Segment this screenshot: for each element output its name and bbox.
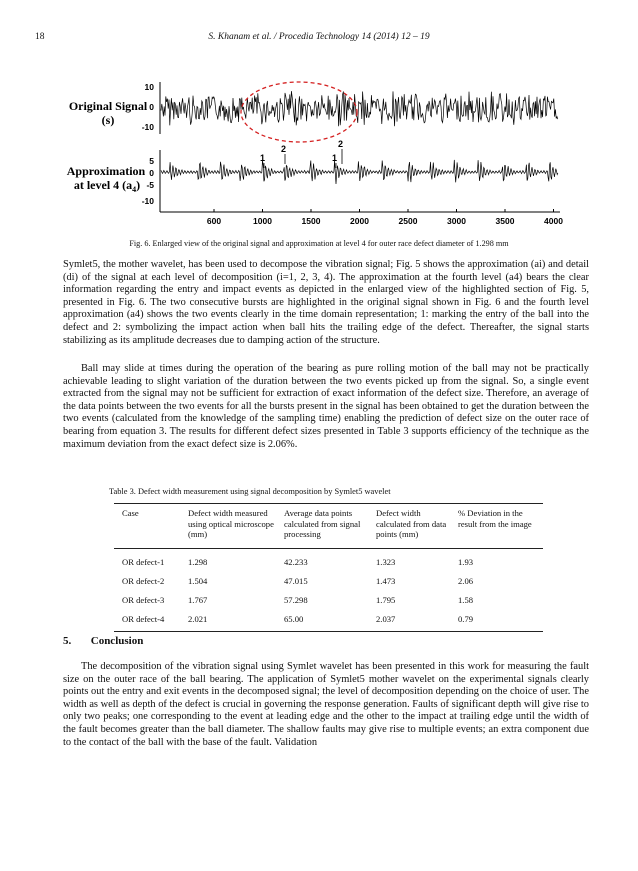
x-tick-label: 600 [206, 216, 222, 226]
bottom-tick-2: -5 [146, 180, 154, 190]
cell: 47.015 [284, 575, 308, 586]
cell: 1.795 [376, 594, 396, 605]
signal-plot [60, 72, 600, 232]
table-row [114, 609, 543, 632]
cell: 2.021 [188, 613, 208, 624]
cell: 1.767 [188, 594, 208, 605]
bottom-tick-0: 5 [149, 156, 154, 166]
paragraph-2: Ball may slide at times during the operation of the bearing as pure rolling motion of the ball may not be practically achievable leading to slight variation of the duration between the two events picked up from the signal. So, a single event extracted from the signal may not be sufficient for extraction of exact information of the defect size. Therefore, an average of the data points between the two events for all the bursts present in the signal has been obtained to get the duration between the two events (calculated from the knowledge of the sampling time) enabling the prediction of defect size on the outer race of bearing from equation 3. The results for different defect sizes presented in Table 3 supports efficiency of the technique as the maximum deviation from the exact defect size is 2.06%. [63, 363, 589, 450]
section-title: Conclusion [90, 635, 144, 647]
x-tick-label: 1500 [301, 216, 321, 226]
section-heading [63, 635, 143, 647]
cell: 1.504 [188, 575, 208, 586]
cell: 1.323 [376, 556, 396, 567]
marker-entry-1: 1 [260, 153, 266, 163]
paragraph-1: Symlet5, the mother wavelet, has been used to decompose the vibration signal; Fig. 5 shows the approximation (ai) and detail (di) of the signal at each level of decomposition (i=1, 2, 3, 4). The approximation at the fourth level (a4) bears the clear information regarding the entry and impact events as depicted in the enlarged view of the highlighted section of Fig. 5, presented in Fig. 6. The two consecutive bursts are highlighted in the original signal shown in Fig. 6 and the fourth level approximation (a4) shows the two events clearly in the time domain representation; 1: marking the entry of the ball into the defect and 2: symbolizing the impact action when ball hits the trailing edge of the defect. Thereafter, the signal starts stabilizing as its amplitude decreases due to damping action of the structure. [63, 259, 589, 346]
table-row [114, 590, 543, 609]
marker-impact-2b: 2 [338, 139, 344, 149]
approximation-trace [161, 160, 558, 184]
top-tick-2: -10 [141, 122, 154, 132]
header-avg-points: Average data points calculated from signal processing [284, 508, 361, 540]
approx-label-line2: at level 4 $(a_4)$ [73, 178, 141, 194]
cell: 42.233 [284, 556, 308, 567]
original-signal-trace [161, 91, 558, 126]
header-measured: Defect width measured using optical microscope (mm) [188, 508, 274, 540]
cell: 1.298 [188, 556, 208, 567]
marker-entry-1b: 1 [332, 153, 338, 163]
x-tick-label: 2000 [350, 216, 369, 226]
page-number: 18 [35, 32, 45, 42]
cell: 1.473 [376, 575, 396, 586]
page-header [0, 32, 638, 46]
original-label-line2: (s) [101, 113, 115, 127]
cell: OR defect-4 [122, 613, 165, 624]
x-tick-label: 2500 [398, 216, 418, 226]
x-tick-label: 3500 [495, 216, 515, 226]
x-tick-label: 4000 [544, 216, 563, 226]
cell: OR defect-3 [122, 594, 165, 605]
header-calculated: Defect width calculated from data points (mm) [376, 508, 447, 540]
table-row [114, 571, 543, 590]
marker-impact-2: 2 [281, 144, 287, 154]
table-caption: Table 3. Defect width measurement using signal decomposition by Symlet5 wavelet [109, 487, 391, 496]
figure-6 [60, 72, 600, 232]
cell: 1.58 [458, 594, 474, 605]
cell: OR defect-1 [122, 556, 165, 567]
running-title: S. Khanam et al. / Procedia Technology 14 (2014) 12 – 19 [208, 32, 430, 42]
top-tick-1: 0 [149, 102, 154, 112]
original-label-line1: Original Signal [68, 99, 148, 113]
cell: OR defect-2 [122, 575, 165, 586]
cell: 65.00 [284, 613, 304, 624]
section-number: 5. [63, 635, 72, 647]
header-deviation: % Deviation in the result from the image [458, 508, 532, 529]
table-header-row [114, 504, 543, 549]
header-case: Case [122, 508, 139, 518]
cell: 2.037 [376, 613, 396, 624]
x-tick-label: 1000 [253, 216, 272, 226]
bottom-tick-1: 0 [149, 168, 154, 178]
approx-label-line1: Approximation [66, 164, 146, 178]
cell: 2.06 [458, 575, 474, 586]
table-row [114, 548, 543, 571]
figure-caption: Fig. 6. Enlarged view of the original signal and approximation at level 4 for outer race defect diameter of 1.298 mm [129, 239, 509, 248]
cell: 1.93 [458, 556, 474, 567]
bottom-tick-3: -10 [141, 196, 154, 206]
top-tick-0: 10 [144, 82, 154, 92]
paragraph-3: The decomposition of the vibration signal using Symlet wavelet has been presented in this work for measuring the fault size on the outer race of the ball bearing. The application of Symlet5 mother wavelet on the experimental signals clearly points out the entry and exit events in the decomposed signal; the level of decomposition depending on the choice of user. The width as well as depth of the defect is crucial in governing the response generation. Faults of significant depth will give rise to only two peaks; one corresponding to the event at leading edge and the other to the impact at trailing edge until the width of the fault becomes greater than the ball diameter. The shallow faults may give rise to multiple events; an extra component due to the contact of the ball with the base of the fault. Validation [63, 661, 589, 748]
defect-width-table [114, 503, 543, 632]
cell: 57.298 [284, 594, 308, 605]
cell: 0.79 [458, 613, 474, 624]
x-tick-label: 3000 [447, 216, 466, 226]
